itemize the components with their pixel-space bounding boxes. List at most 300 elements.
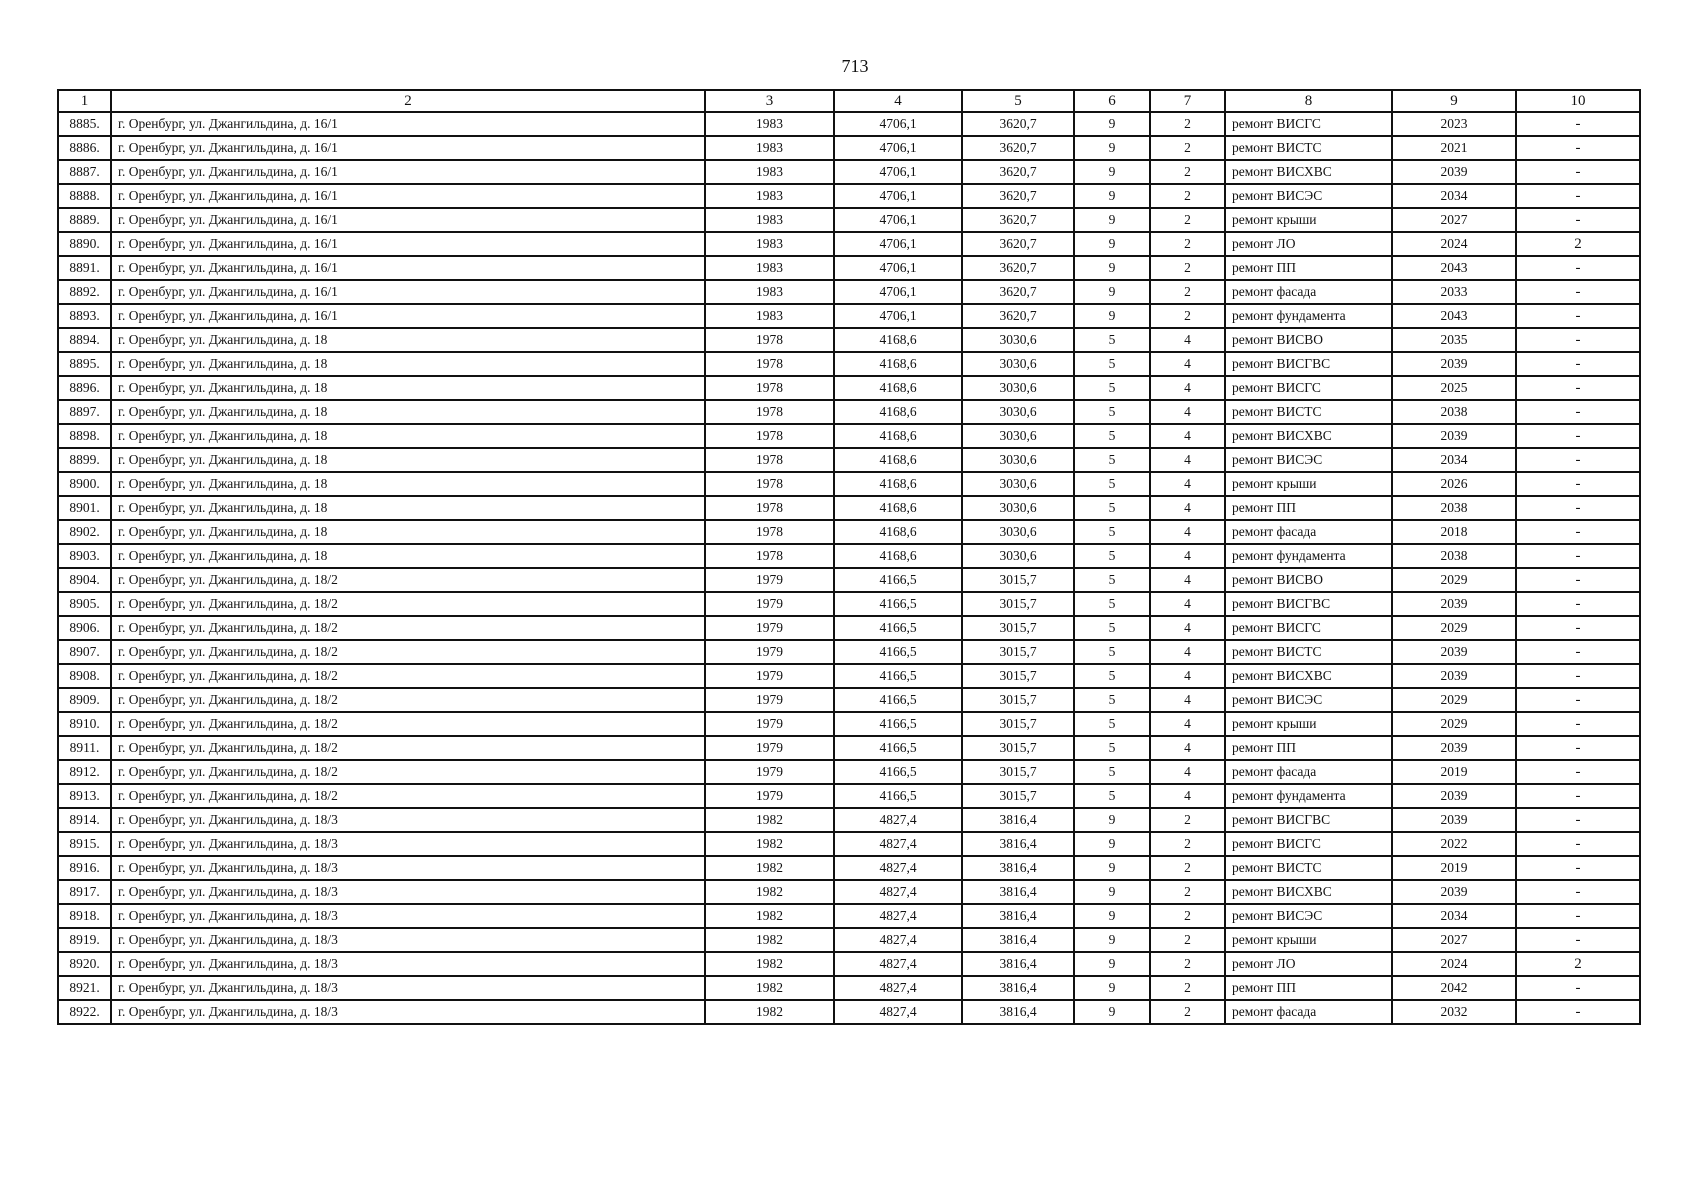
cell-address: г. Оренбург, ул. Джангильдина, д. 18/2 [111,568,705,592]
cell-row-number: 8917. [58,880,111,904]
table-row [58,328,1640,352]
cell-row-number: 8893. [58,304,111,328]
cell-elevator-count: - [1516,400,1640,424]
cell-living-area: 3030,6 [962,400,1074,424]
cell-address: г. Оренбург, ул. Джангильдина, д. 18/2 [111,712,705,736]
cell-living-area: 3620,7 [962,304,1074,328]
cell-planned-year: 2039 [1392,592,1516,616]
cell-total-area: 4827,4 [834,880,962,904]
cell-row-number: 8895. [58,352,111,376]
cell-work-type: ремонт фундамента [1225,304,1392,328]
cell-living-area: 3816,4 [962,904,1074,928]
cell-work-type: ремонт ЛО [1225,232,1392,256]
cell-row-number: 8904. [58,568,111,592]
cell-floors: 5 [1074,448,1150,472]
cell-living-area: 3015,7 [962,784,1074,808]
cell-entrances: 4 [1150,352,1225,376]
cell-living-area: 3015,7 [962,712,1074,736]
cell-row-number: 8916. [58,856,111,880]
cell-row-number: 8921. [58,976,111,1000]
cell-row-number: 8908. [58,664,111,688]
column-header-4: 4 [834,90,962,112]
cell-total-area: 4166,5 [834,712,962,736]
cell-entrances: 4 [1150,472,1225,496]
cell-build-year: 1979 [705,568,834,592]
cell-living-area: 3030,6 [962,376,1074,400]
cell-elevator-count: - [1516,904,1640,928]
cell-total-area: 4166,5 [834,592,962,616]
column-header-2: 2 [111,90,705,112]
cell-row-number: 8907. [58,640,111,664]
cell-elevator-count: 2 [1516,952,1640,976]
cell-floors: 9 [1074,112,1150,136]
cell-address: г. Оренбург, ул. Джангильдина, д. 18/2 [111,688,705,712]
cell-build-year: 1978 [705,376,834,400]
cell-elevator-count: - [1516,472,1640,496]
cell-floors: 5 [1074,568,1150,592]
cell-build-year: 1978 [705,328,834,352]
cell-elevator-count: - [1516,424,1640,448]
cell-address: г. Оренбург, ул. Джангильдина, д. 16/1 [111,160,705,184]
cell-planned-year: 2039 [1392,352,1516,376]
cell-planned-year: 2024 [1392,232,1516,256]
cell-address: г. Оренбург, ул. Джангильдина, д. 16/1 [111,208,705,232]
cell-elevator-count: - [1516,856,1640,880]
cell-entrances: 4 [1150,664,1225,688]
cell-work-type: ремонт ВИСХВС [1225,664,1392,688]
cell-work-type: ремонт ВИСЭС [1225,448,1392,472]
cell-work-type: ремонт ВИСХВС [1225,160,1392,184]
cell-living-area: 3030,6 [962,328,1074,352]
cell-entrances: 4 [1150,448,1225,472]
cell-entrances: 2 [1150,856,1225,880]
cell-planned-year: 2033 [1392,280,1516,304]
cell-living-area: 3816,4 [962,808,1074,832]
table-row [58,880,1640,904]
table-row [58,904,1640,928]
cell-total-area: 4166,5 [834,784,962,808]
cell-living-area: 3816,4 [962,880,1074,904]
cell-entrances: 2 [1150,880,1225,904]
cell-floors: 9 [1074,232,1150,256]
cell-floors: 9 [1074,856,1150,880]
cell-row-number: 8919. [58,928,111,952]
cell-address: г. Оренбург, ул. Джангильдина, д. 18 [111,328,705,352]
table-row [58,808,1640,832]
cell-address: г. Оренбург, ул. Джангильдина, д. 18/2 [111,760,705,784]
cell-elevator-count: - [1516,880,1640,904]
cell-row-number: 8903. [58,544,111,568]
cell-build-year: 1983 [705,184,834,208]
cell-elevator-count: - [1516,832,1640,856]
cell-row-number: 8915. [58,832,111,856]
cell-build-year: 1983 [705,136,834,160]
cell-address: г. Оренбург, ул. Джангильдина, д. 16/1 [111,232,705,256]
cell-work-type: ремонт крыши [1225,208,1392,232]
column-header-5: 5 [962,90,1074,112]
cell-planned-year: 2038 [1392,400,1516,424]
header-row [58,90,1640,112]
cell-living-area: 3030,6 [962,424,1074,448]
cell-planned-year: 2027 [1392,208,1516,232]
cell-address: г. Оренбург, ул. Джангильдина, д. 18 [111,448,705,472]
cell-floors: 9 [1074,280,1150,304]
cell-entrances: 2 [1150,832,1225,856]
cell-row-number: 8885. [58,112,111,136]
cell-living-area: 3030,6 [962,520,1074,544]
cell-planned-year: 2035 [1392,328,1516,352]
cell-address: г. Оренбург, ул. Джангильдина, д. 16/1 [111,184,705,208]
table-row [58,232,1640,256]
cell-total-area: 4168,6 [834,328,962,352]
cell-total-area: 4706,1 [834,232,962,256]
cell-floors: 9 [1074,832,1150,856]
cell-living-area: 3015,7 [962,640,1074,664]
cell-address: г. Оренбург, ул. Джангильдина, д. 18/2 [111,616,705,640]
column-header-1: 1 [58,90,111,112]
cell-floors: 9 [1074,1000,1150,1024]
cell-build-year: 1982 [705,832,834,856]
cell-floors: 5 [1074,592,1150,616]
cell-build-year: 1978 [705,448,834,472]
cell-elevator-count: - [1516,496,1640,520]
cell-elevator-count: - [1516,616,1640,640]
cell-address: г. Оренбург, ул. Джангильдина, д. 18/3 [111,880,705,904]
cell-build-year: 1982 [705,808,834,832]
cell-total-area: 4168,6 [834,352,962,376]
cell-total-area: 4166,5 [834,640,962,664]
cell-floors: 5 [1074,376,1150,400]
cell-build-year: 1983 [705,280,834,304]
cell-total-area: 4706,1 [834,208,962,232]
cell-entrances: 2 [1150,136,1225,160]
cell-work-type: ремонт ВИСГВС [1225,352,1392,376]
cell-entrances: 4 [1150,520,1225,544]
cell-total-area: 4706,1 [834,184,962,208]
cell-living-area: 3816,4 [962,952,1074,976]
cell-build-year: 1978 [705,352,834,376]
cell-planned-year: 2039 [1392,424,1516,448]
repair-schedule-table [57,89,1641,1025]
cell-floors: 5 [1074,760,1150,784]
cell-entrances: 4 [1150,616,1225,640]
cell-floors: 5 [1074,496,1150,520]
cell-total-area: 4827,4 [834,928,962,952]
table-row [58,952,1640,976]
cell-living-area: 3030,6 [962,544,1074,568]
cell-total-area: 4168,6 [834,424,962,448]
cell-elevator-count: - [1516,688,1640,712]
cell-living-area: 3620,7 [962,232,1074,256]
cell-floors: 9 [1074,976,1150,1000]
cell-floors: 5 [1074,520,1150,544]
cell-total-area: 4168,6 [834,376,962,400]
cell-total-area: 4166,5 [834,688,962,712]
table-row [58,136,1640,160]
cell-total-area: 4827,4 [834,976,962,1000]
cell-elevator-count: - [1516,136,1640,160]
cell-build-year: 1979 [705,616,834,640]
cell-elevator-count: - [1516,1000,1640,1024]
cell-row-number: 8913. [58,784,111,808]
cell-row-number: 8910. [58,712,111,736]
cell-living-area: 3030,6 [962,352,1074,376]
cell-planned-year: 2018 [1392,520,1516,544]
cell-elevator-count: - [1516,664,1640,688]
cell-floors: 5 [1074,544,1150,568]
cell-entrances: 2 [1150,304,1225,328]
cell-entrances: 2 [1150,160,1225,184]
cell-elevator-count: - [1516,352,1640,376]
cell-living-area: 3015,7 [962,616,1074,640]
cell-work-type: ремонт ВИСТС [1225,640,1392,664]
cell-total-area: 4166,5 [834,568,962,592]
cell-floors: 9 [1074,952,1150,976]
cell-build-year: 1978 [705,472,834,496]
cell-address: г. Оренбург, ул. Джангильдина, д. 18/3 [111,928,705,952]
cell-planned-year: 2022 [1392,832,1516,856]
table-row [58,736,1640,760]
cell-total-area: 4166,5 [834,664,962,688]
table-row [58,208,1640,232]
cell-elevator-count: - [1516,976,1640,1000]
table-row [58,760,1640,784]
column-header-7: 7 [1150,90,1225,112]
table-row [58,352,1640,376]
cell-work-type: ремонт фасада [1225,1000,1392,1024]
cell-address: г. Оренбург, ул. Джангильдина, д. 18 [111,544,705,568]
cell-total-area: 4706,1 [834,280,962,304]
cell-living-area: 3816,4 [962,976,1074,1000]
table-row [58,160,1640,184]
cell-total-area: 4706,1 [834,136,962,160]
cell-entrances: 4 [1150,400,1225,424]
cell-row-number: 8901. [58,496,111,520]
cell-floors: 5 [1074,640,1150,664]
cell-living-area: 3030,6 [962,472,1074,496]
cell-build-year: 1982 [705,928,834,952]
cell-living-area: 3816,4 [962,856,1074,880]
cell-work-type: ремонт ВИСГС [1225,616,1392,640]
cell-living-area: 3030,6 [962,496,1074,520]
cell-build-year: 1978 [705,544,834,568]
cell-living-area: 3620,7 [962,256,1074,280]
cell-planned-year: 2043 [1392,304,1516,328]
cell-entrances: 2 [1150,280,1225,304]
cell-address: г. Оренбург, ул. Джангильдина, д. 18 [111,424,705,448]
cell-address: г. Оренбург, ул. Джангильдина, д. 18/3 [111,856,705,880]
cell-total-area: 4706,1 [834,160,962,184]
cell-entrances: 2 [1150,928,1225,952]
table-row [58,784,1640,808]
cell-total-area: 4166,5 [834,760,962,784]
cell-work-type: ремонт ВИСЭС [1225,184,1392,208]
cell-elevator-count: - [1516,112,1640,136]
cell-address: г. Оренбург, ул. Джангильдина, д. 16/1 [111,304,705,328]
cell-address: г. Оренбург, ул. Джангильдина, д. 18 [111,496,705,520]
cell-living-area: 3015,7 [962,760,1074,784]
cell-entrances: 2 [1150,232,1225,256]
cell-row-number: 8886. [58,136,111,160]
cell-total-area: 4168,6 [834,448,962,472]
table-row [58,256,1640,280]
cell-planned-year: 2034 [1392,904,1516,928]
cell-planned-year: 2038 [1392,496,1516,520]
cell-address: г. Оренбург, ул. Джангильдина, д. 18/2 [111,736,705,760]
cell-total-area: 4827,4 [834,952,962,976]
cell-planned-year: 2019 [1392,856,1516,880]
cell-build-year: 1978 [705,496,834,520]
cell-entrances: 4 [1150,688,1225,712]
column-header-9: 9 [1392,90,1516,112]
cell-entrances: 4 [1150,736,1225,760]
cell-elevator-count: - [1516,328,1640,352]
cell-row-number: 8897. [58,400,111,424]
cell-planned-year: 2034 [1392,184,1516,208]
cell-elevator-count: - [1516,712,1640,736]
cell-work-type: ремонт ВИСХВС [1225,880,1392,904]
cell-elevator-count: - [1516,448,1640,472]
cell-planned-year: 2027 [1392,928,1516,952]
cell-floors: 9 [1074,184,1150,208]
cell-planned-year: 2024 [1392,952,1516,976]
cell-work-type: ремонт ПП [1225,736,1392,760]
table-row [58,184,1640,208]
cell-planned-year: 2034 [1392,448,1516,472]
cell-elevator-count: - [1516,928,1640,952]
cell-entrances: 4 [1150,784,1225,808]
cell-living-area: 3620,7 [962,136,1074,160]
table-row [58,112,1640,136]
cell-entrances: 4 [1150,328,1225,352]
table-row [58,832,1640,856]
cell-entrances: 2 [1150,808,1225,832]
cell-floors: 5 [1074,664,1150,688]
cell-floors: 9 [1074,904,1150,928]
cell-entrances: 2 [1150,208,1225,232]
cell-row-number: 8900. [58,472,111,496]
cell-build-year: 1983 [705,304,834,328]
cell-row-number: 8914. [58,808,111,832]
cell-elevator-count: - [1516,568,1640,592]
cell-total-area: 4166,5 [834,736,962,760]
cell-total-area: 4168,6 [834,520,962,544]
cell-elevator-count: - [1516,544,1640,568]
cell-address: г. Оренбург, ул. Джангильдина, д. 18/3 [111,832,705,856]
cell-total-area: 4827,4 [834,904,962,928]
column-header-3: 3 [705,90,834,112]
cell-work-type: ремонт ВИСГС [1225,832,1392,856]
cell-living-area: 3015,7 [962,664,1074,688]
cell-address: г. Оренбург, ул. Джангильдина, д. 18/2 [111,784,705,808]
cell-build-year: 1979 [705,664,834,688]
cell-entrances: 2 [1150,112,1225,136]
cell-address: г. Оренбург, ул. Джангильдина, д. 18/2 [111,664,705,688]
cell-planned-year: 2032 [1392,1000,1516,1024]
cell-address: г. Оренбург, ул. Джангильдина, д. 18/3 [111,1000,705,1024]
cell-planned-year: 2039 [1392,784,1516,808]
cell-floors: 9 [1074,304,1150,328]
cell-floors: 5 [1074,424,1150,448]
cell-row-number: 8909. [58,688,111,712]
cell-address: г. Оренбург, ул. Джангильдина, д. 16/1 [111,136,705,160]
cell-planned-year: 2029 [1392,688,1516,712]
table-row [58,688,1640,712]
cell-work-type: ремонт фасада [1225,760,1392,784]
cell-planned-year: 2039 [1392,664,1516,688]
cell-work-type: ремонт ВИСВО [1225,328,1392,352]
cell-floors: 5 [1074,688,1150,712]
table-row [58,400,1640,424]
cell-row-number: 8888. [58,184,111,208]
table-row [58,568,1640,592]
column-header-8: 8 [1225,90,1392,112]
cell-address: г. Оренбург, ул. Джангильдина, д. 18/3 [111,904,705,928]
table-row [58,304,1640,328]
cell-floors: 9 [1074,256,1150,280]
cell-entrances: 2 [1150,1000,1225,1024]
cell-work-type: ремонт ВИСТС [1225,856,1392,880]
cell-row-number: 8891. [58,256,111,280]
cell-living-area: 3620,7 [962,160,1074,184]
cell-row-number: 8887. [58,160,111,184]
cell-build-year: 1979 [705,736,834,760]
cell-floors: 5 [1074,736,1150,760]
cell-work-type: ремонт фундамента [1225,544,1392,568]
table-row [58,664,1640,688]
table-row [58,1000,1640,1024]
cell-row-number: 8896. [58,376,111,400]
cell-living-area: 3620,7 [962,280,1074,304]
cell-floors: 9 [1074,928,1150,952]
cell-work-type: ремонт крыши [1225,472,1392,496]
cell-work-type: ремонт ВИСТС [1225,136,1392,160]
cell-planned-year: 2023 [1392,112,1516,136]
cell-address: г. Оренбург, ул. Джангильдина, д. 18/3 [111,976,705,1000]
cell-total-area: 4168,6 [834,544,962,568]
cell-build-year: 1978 [705,400,834,424]
cell-planned-year: 2025 [1392,376,1516,400]
cell-build-year: 1983 [705,208,834,232]
cell-entrances: 2 [1150,256,1225,280]
cell-entrances: 4 [1150,640,1225,664]
cell-work-type: ремонт ЛО [1225,952,1392,976]
cell-total-area: 4827,4 [834,856,962,880]
table-row [58,520,1640,544]
cell-elevator-count: - [1516,520,1640,544]
cell-row-number: 8899. [58,448,111,472]
cell-planned-year: 2029 [1392,616,1516,640]
cell-work-type: ремонт ВИСЭС [1225,904,1392,928]
cell-address: г. Оренбург, ул. Джангильдина, д. 16/1 [111,256,705,280]
cell-floors: 5 [1074,784,1150,808]
cell-elevator-count: - [1516,760,1640,784]
cell-build-year: 1982 [705,904,834,928]
cell-build-year: 1979 [705,688,834,712]
cell-total-area: 4706,1 [834,112,962,136]
cell-planned-year: 2039 [1392,880,1516,904]
cell-elevator-count: - [1516,256,1640,280]
cell-planned-year: 2019 [1392,760,1516,784]
cell-elevator-count: - [1516,592,1640,616]
cell-elevator-count: - [1516,160,1640,184]
cell-address: г. Оренбург, ул. Джангильдина, д. 18/2 [111,592,705,616]
cell-floors: 9 [1074,160,1150,184]
cell-floors: 5 [1074,616,1150,640]
cell-floors: 5 [1074,328,1150,352]
cell-planned-year: 2042 [1392,976,1516,1000]
table-row [58,496,1640,520]
